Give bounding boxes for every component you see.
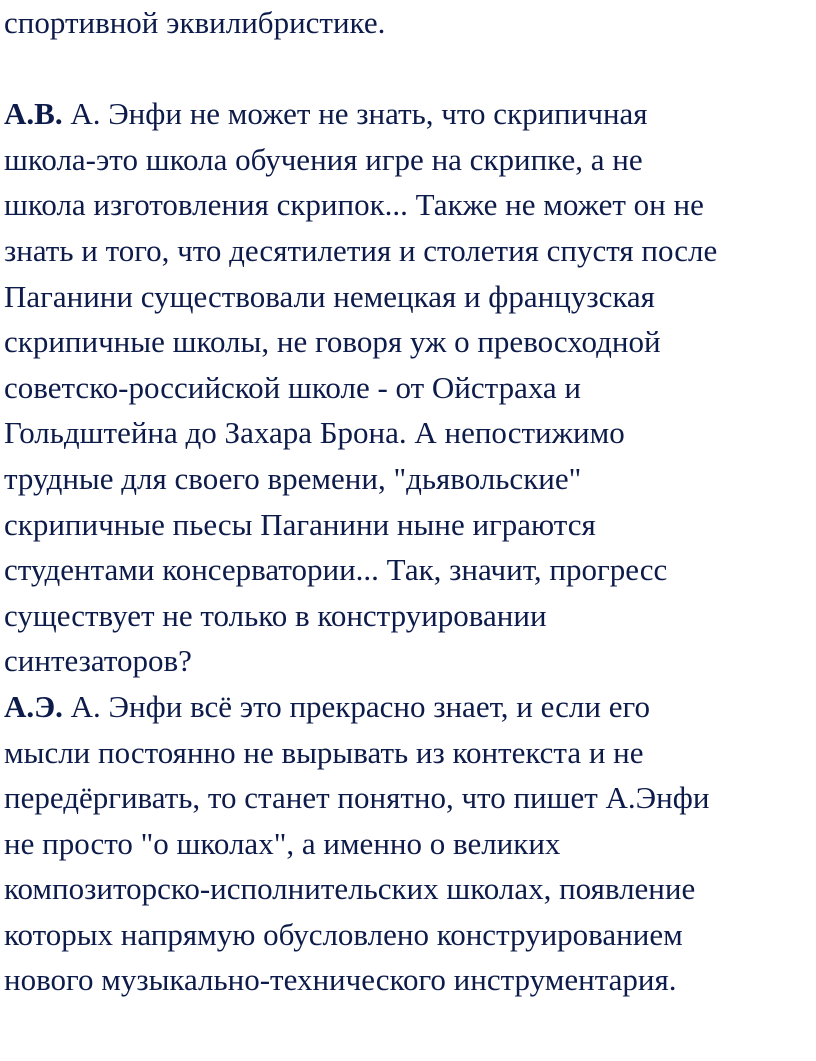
document-page bbox=[4, 0, 812, 1003]
paragraph-text: синтезаторов? bbox=[4, 643, 192, 679]
paragraph-av bbox=[4, 91, 812, 684]
paragraph-text: знать и того, что десятилетия и столетия спустя после bbox=[4, 232, 718, 268]
paragraph-ae bbox=[4, 684, 812, 1003]
paragraph-text: которых напрямую обусловлено конструированием bbox=[4, 916, 683, 952]
paragraph-text: композиторско-исполнительских школах, появление bbox=[4, 871, 696, 907]
paragraph-text: скрипичные пьесы Паганини ныне играются bbox=[4, 506, 596, 542]
paragraph-text: А. Энфи не может не знать, что скрипичная bbox=[62, 96, 648, 132]
paragraph-text: трудные для своего времени, "дьявольские" bbox=[4, 460, 582, 496]
speaker-label-ae: А.Э. bbox=[4, 688, 63, 724]
paragraph-text: нового музыкально-технического инструментария. bbox=[4, 962, 677, 998]
paragraph-text: существует не только в конструировании bbox=[4, 597, 547, 633]
paragraph-text: школа-это школа обучения игре на скрипке, а не bbox=[4, 141, 643, 177]
paragraph-gap bbox=[4, 46, 812, 92]
paragraph-ae-line-1 bbox=[4, 684, 812, 730]
intro-line: спортивной эквилибристике. bbox=[4, 5, 386, 40]
paragraph-text: Гольдштейна до Захара Брона. А непостижимо bbox=[4, 415, 625, 451]
paragraph-text: не просто "о школах", а именно о великих bbox=[4, 825, 561, 861]
paragraph-text: студентами консерватории... Так, значит, прогресс bbox=[4, 552, 668, 588]
paragraph-text: советско-российской школе - от Ойстраха и bbox=[4, 369, 582, 405]
paragraph-av-line-1 bbox=[4, 91, 812, 137]
paragraph-text: мысли постоянно не вырывать из контекста и не bbox=[4, 734, 644, 770]
paragraph-text: Паганини существовали немецкая и французская bbox=[4, 278, 655, 314]
paragraph-text: школа изготовления скрипок... Также не может он не bbox=[4, 187, 704, 223]
paragraph-text: скрипичные школы, не говоря уж о превосходной bbox=[4, 324, 661, 360]
paragraph-text: А. Энфи всё это прекрасно знает, и если его bbox=[62, 688, 650, 724]
speaker-label-av: А.В. bbox=[4, 96, 63, 132]
paragraph-text: передёргивать, то станет понятно, что пишет А.Энфи bbox=[4, 780, 710, 816]
